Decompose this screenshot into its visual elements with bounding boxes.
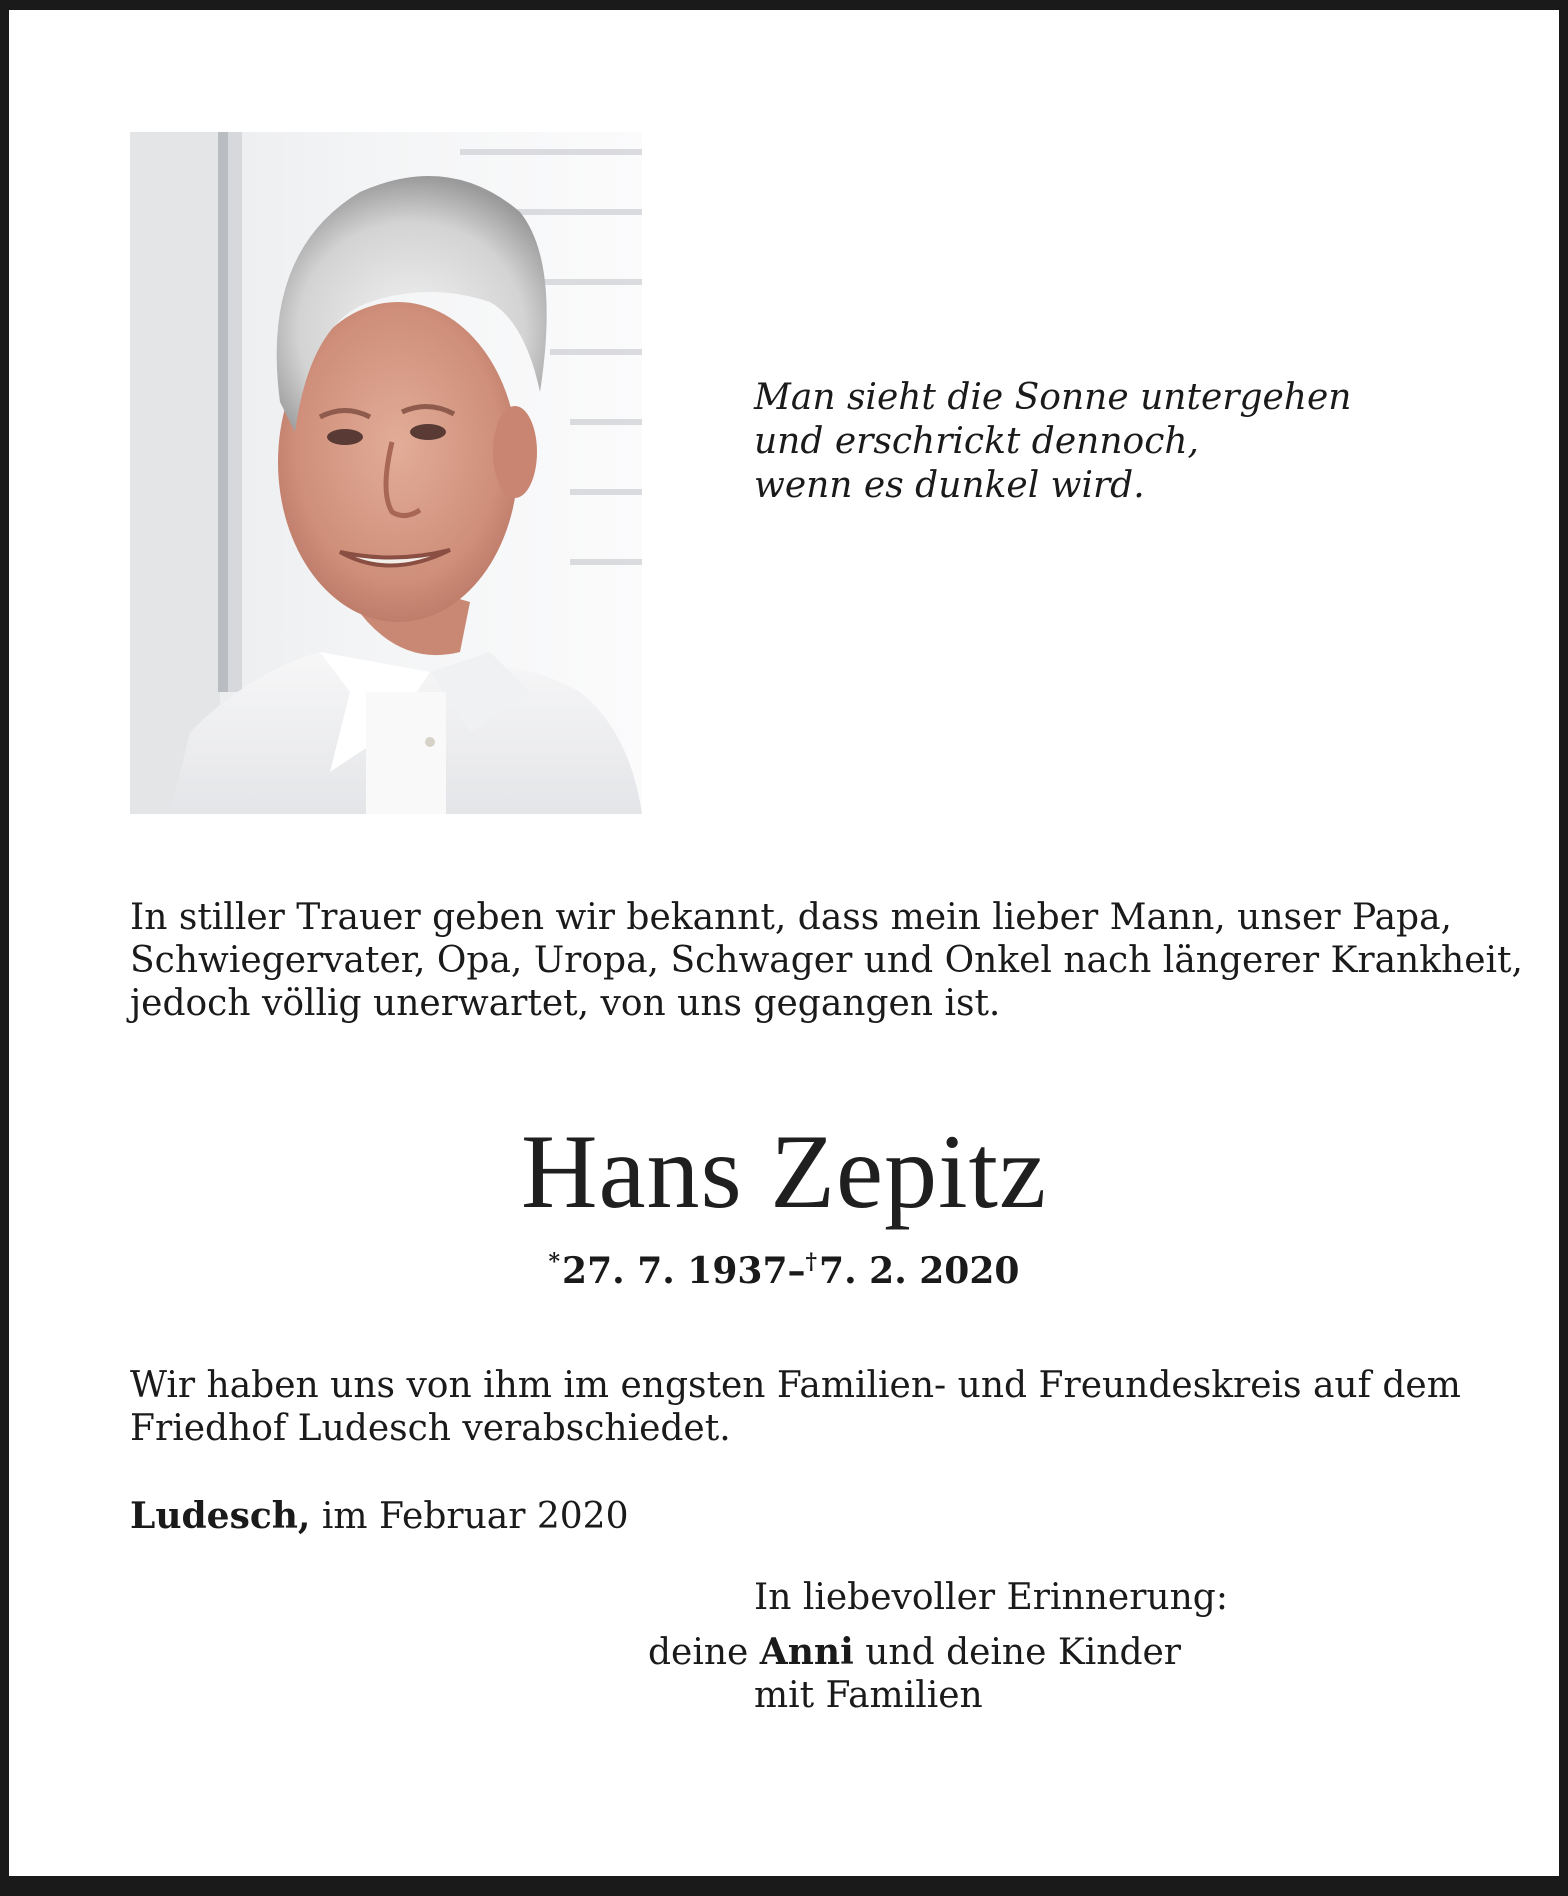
date-text: im Februar 2020 [310, 1496, 629, 1537]
date-separator: – [787, 1250, 806, 1292]
signature-prefix: deine [648, 1632, 760, 1673]
life-dates [0, 1238, 1568, 1295]
death-date: 7. 2. 2020 [819, 1250, 1020, 1292]
quote-line: wenn es dunkel wird. [754, 465, 1145, 506]
death-symbol: † [805, 1249, 818, 1275]
quote [754, 376, 1351, 508]
announcement-paragraph [130, 896, 1523, 1025]
farewell-line: Wir haben uns von ihm im engsten Familien- und Freundeskreis auf dem [130, 1365, 1461, 1406]
quote-line: und erschrickt dennoch, [754, 421, 1199, 462]
deceased-name: Hans Zepitz [520, 1113, 1048, 1230]
place-and-date [130, 1494, 629, 1539]
farewell-line: Friedhof Ludesch verabschiedet. [130, 1408, 731, 1449]
birth-symbol: * [548, 1249, 561, 1275]
memory-intro: In liebevoller Erinnerung: [754, 1577, 1228, 1618]
quote-line: Man sieht die Sonne untergehen [754, 377, 1352, 418]
signature-line-1 [648, 1630, 1181, 1675]
place: Ludesch, [130, 1495, 311, 1537]
birth-date: 27. 7. 1937 [562, 1250, 788, 1292]
signature-suffix: und deine Kinder [853, 1632, 1182, 1673]
farewell-paragraph [130, 1364, 1461, 1450]
announcement-line: In stiller Trauer geben wir bekannt, dass mein lieber Mann, unser Papa, [130, 897, 1452, 938]
signature-name: Anni [759, 1631, 854, 1673]
portrait-photo [130, 132, 642, 814]
announcement-line: jedoch völlig unerwartet, von uns gegangen ist. [130, 983, 1001, 1024]
signature-line-2: mit Familien [754, 1675, 983, 1716]
announcement-line: Schwiegervater, Opa, Uropa, Schwager und Onkel nach längerer Krankheit, [130, 940, 1523, 981]
